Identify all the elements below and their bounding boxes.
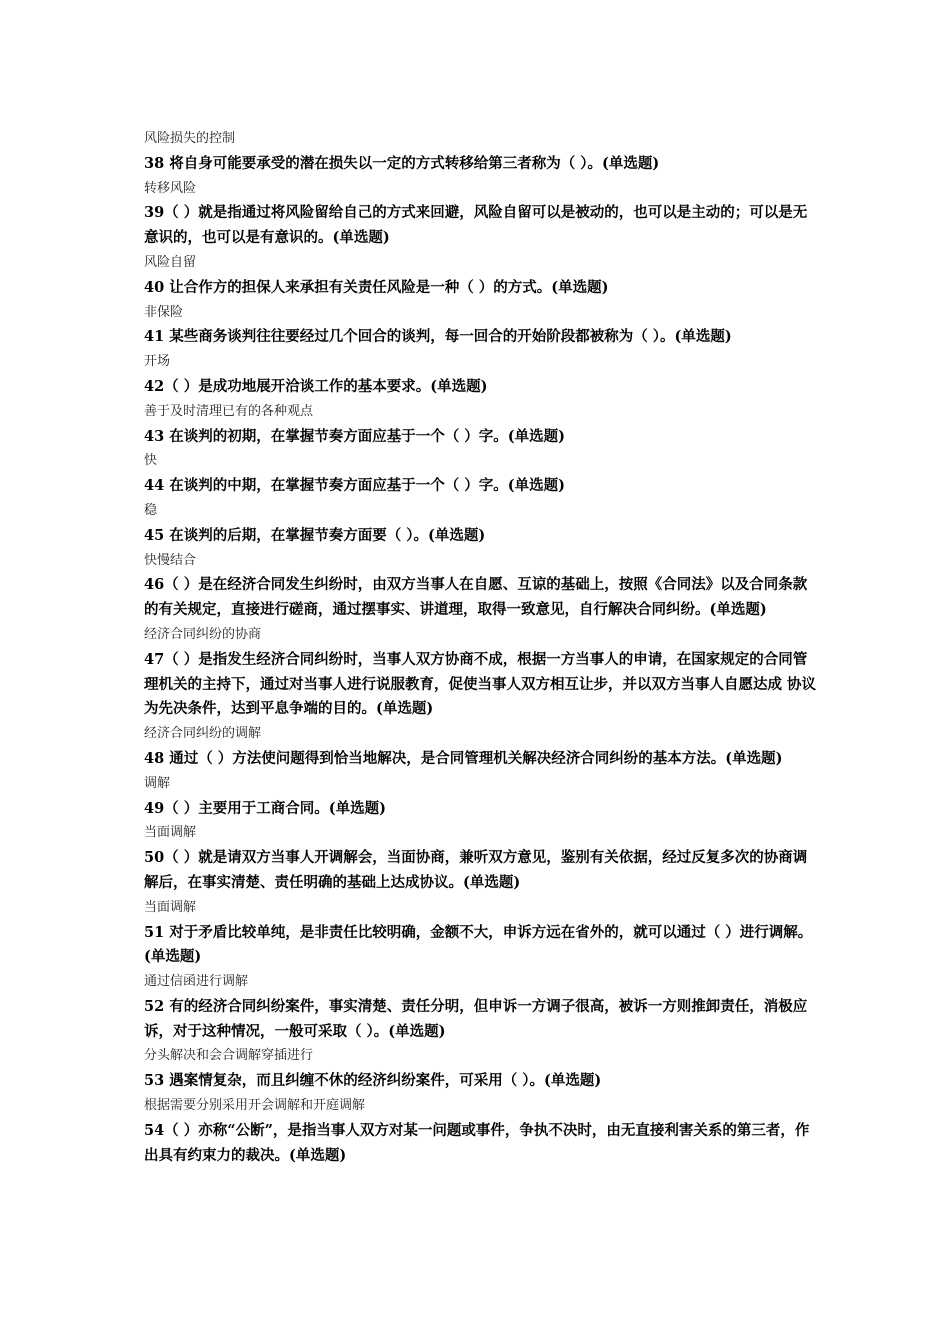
answer-text: 调解 bbox=[144, 775, 171, 791]
question-text: 46（ ）是在经济合同发生纠纷时，由双方当事人在自愿、互谅的基础上，按照《合同法》以及合同条款的有关规定，直接进行磋商，通过摆事实、讲道理，取得一致意见，自行解决合同纠纷。(单选题) bbox=[144, 576, 808, 619]
answer-text: 当面调解 bbox=[144, 825, 197, 841]
answer-text: 经济合同纠纷的调解 bbox=[144, 726, 262, 742]
question-text: 53 遇案情复杂，而且纠缠不休的经济纠纷案件，可采用（ ）。(单选题) bbox=[144, 1072, 602, 1090]
document-page bbox=[144, 127, 820, 1168]
question-text: 48 通过（ ）方法使问题得到恰当地解决，是合同管理机关解决经济合同纠纷的基本方法。(单选题) bbox=[144, 749, 783, 767]
answer-text: 开场 bbox=[144, 354, 171, 370]
question-text: 41 某些商务谈判往往要经过几个回合的谈判，每一回合的开始阶段都被称为（ ）。(单选题) bbox=[144, 328, 732, 346]
answer-text: 快慢结合 bbox=[144, 552, 197, 568]
answer-text: 经济合同纠纷的协商 bbox=[144, 626, 262, 642]
answer-text: 转移风险 bbox=[144, 180, 197, 196]
question-text: 44 在谈判的中期，在掌握节奏方面应基于一个（ ）字。(单选题) bbox=[144, 477, 565, 495]
answer-text: 分头解决和会合调解穿插进行 bbox=[144, 1048, 314, 1064]
answer-text: 非保险 bbox=[144, 304, 184, 320]
answer-text: 根据需要分别采用开会调解和开庭调解 bbox=[144, 1098, 366, 1114]
question-text: 43 在谈判的初期，在掌握节奏方面应基于一个（ ）字。(单选题) bbox=[144, 427, 565, 445]
question-text: 49（ ）主要用于工商合同。(单选题) bbox=[144, 799, 386, 817]
answer-text: 风险损失的控制 bbox=[144, 131, 236, 146]
answer-text: 通过信函进行调解 bbox=[144, 974, 249, 990]
answer-text: 快 bbox=[144, 453, 158, 469]
answer-text: 风险自留 bbox=[144, 254, 197, 270]
question-text: 54（ ）亦称“公断”，是指当事人双方对某一问题或事件，争执不决时，由无直接利害关系的第三者，作出具有约束力的裁决。(单选题) bbox=[144, 1121, 810, 1164]
answer-text: 善于及时清理已有的各种观点 bbox=[144, 403, 314, 419]
question-text: 42（ ）是成功地展开洽谈工作的基本要求。(单选题) bbox=[144, 377, 488, 395]
question-text: 38 将自身可能要承受的潜在损失以一定的方式转移给第三者称为（ ）。(单选题) bbox=[144, 154, 660, 172]
question-text: 51 对于矛盾比较单纯，是非责任比较明确，金额不大，申诉方远在省外的，就可以通过（ ）进行调解。(单选题) bbox=[144, 923, 813, 966]
question-text: 52 有的经济合同纠纷案件，事实清楚、责任分明，但申诉一方调子很高，被诉一方则推卸责任，消极应诉，对于这种情况，一般可采取（ ）。(单选题) bbox=[144, 997, 808, 1040]
question-text: 50（ ）就是请双方当事人开调解会，当面协商，兼听双方意见，鉴别有关依据，经过反复多次的协商调解后，在事实清楚、责任明确的基础上达成协议。(单选题) bbox=[144, 849, 808, 891]
answer-text: 稳 bbox=[144, 502, 158, 518]
question-text: 39（ ）就是指通过将风险留给自己的方式来回避，风险自留可以是被动的，也可以是主动的；可以是无意识的，也可以是有意识的。(单选题) bbox=[144, 204, 808, 247]
question-text: 40 让合作方的担保人来承担有关责任风险是一种（ ）的方式。(单选题) bbox=[144, 278, 609, 296]
answer-text: 当面调解 bbox=[144, 899, 197, 915]
question-text: 45 在谈判的后期，在掌握节奏方面要（ ）。(单选题) bbox=[144, 526, 486, 544]
question-text: 47（ ）是指发生经济合同纠纷时，当事人双方协商不成，根据一方当事人的申请，在国家规定的合同管理机关的主持下，通过对当事人进行说服教育，促使当事人双方相互让步，并以双方当事人自愿达成 协议为先决条件，达到平息争端的目的。(单选题) bbox=[144, 650, 817, 718]
